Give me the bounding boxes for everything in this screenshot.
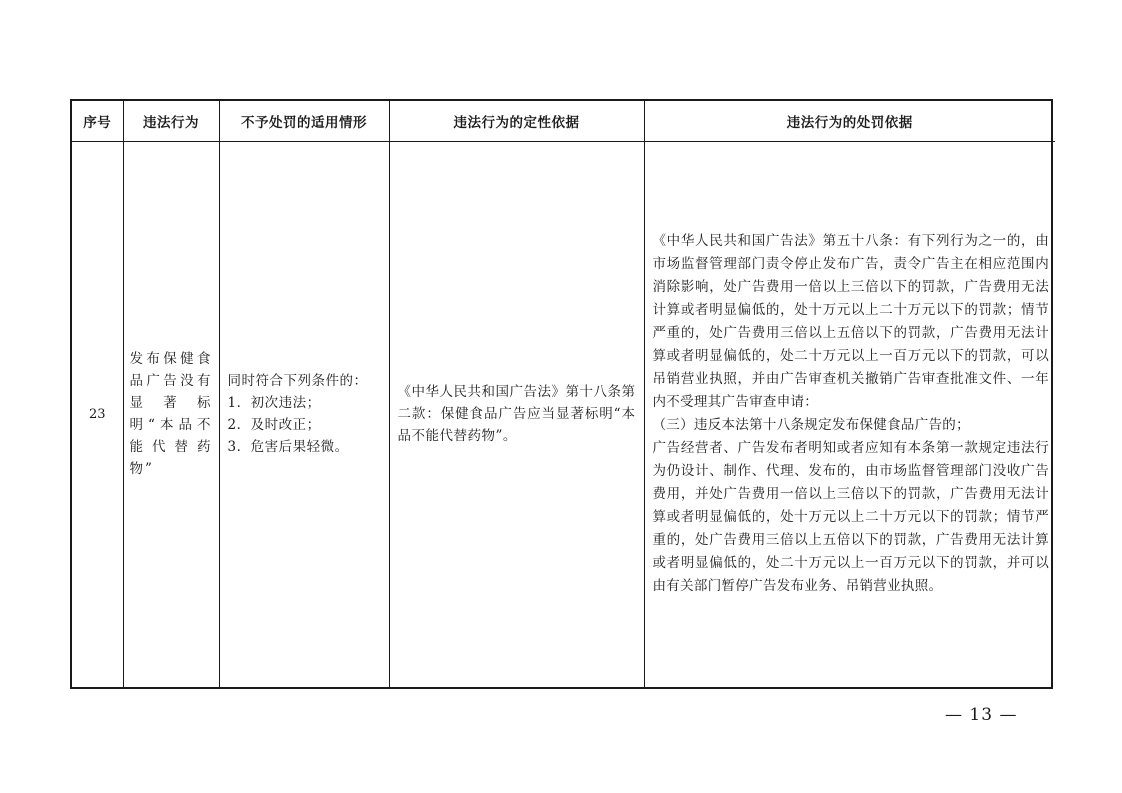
table-row (72, 141, 1055, 687)
row-exemption (219, 141, 389, 687)
row-violation: 发布保健食品广告没有显著标明“本品不能代替药物” (123, 141, 219, 687)
page-number: — 13 — (945, 705, 1018, 725)
exemption-item: 2．及时改正； (227, 417, 321, 434)
row-penalty-basis (644, 141, 1055, 687)
header-penalty: 违法行为的处罚依据 (644, 101, 1055, 141)
table-header-row (72, 101, 1055, 141)
penalty-paragraph: （三）违反本法第十八条规定发布保健食品广告的； (652, 417, 970, 434)
exemption-intro: 同时符合下列条件的： (227, 373, 368, 390)
penalty-paragraph: 广告经营者、广告发布者明知或者应知有本条第一款规定违法行为仍设计、制作、代理、发布的，由市场监督管理部门没收广告费用，并处广告费用一倍以上三倍以下的罚款，广告费用无法计算或者明显偏低的，处十万元以上二十万元以下的罚款；情节严重的，处广告费用三倍以上五倍以下的罚款，广告费用无法计算或者明显偏低的，处二十万元以上一百万元以下的罚款，并可以由有关部门暂停广告发布业务、吊销营业执照。 (652, 440, 1049, 595)
row-legal-basis: 《中华人民共和国广告法》第十八条第二款：保健食品广告应当显著标明“本品不能代替药物”。 (389, 141, 644, 687)
penalty-paragraph: 《中华人民共和国广告法》第五十八条：有下列行为之一的，由市场监督管理部门责令停止发布广告，责令广告主在相应范围内消除影响，处广告费用一倍以上三倍以下的罚款，广告费用无法计算或者明显偏低的，处十万元以上二十万元以下的罚款；情节严重的，处广告费用三倍以上五倍以下的罚款，广告费用无法计算或者明显偏低的，处二十万元以上一百万元以下的罚款，可以吊销营业执照，并由广告审查机关撤销广告审查批准文件、一年内不受理其广告审查申请： (652, 233, 1049, 411)
row-seq: 23 (72, 141, 123, 687)
header-basis: 违法行为的定性依据 (389, 101, 644, 141)
header-exempt: 不予处罚的适用情形 (219, 101, 389, 141)
exemption-item: 3．危害后果轻微。 (227, 439, 349, 456)
exemption-item: 1．初次违法； (227, 395, 321, 412)
header-act: 违法行为 (123, 101, 219, 141)
penalty-table (72, 101, 1055, 687)
header-seq: 序号 (72, 101, 123, 141)
penalty-table-container (70, 99, 1053, 689)
